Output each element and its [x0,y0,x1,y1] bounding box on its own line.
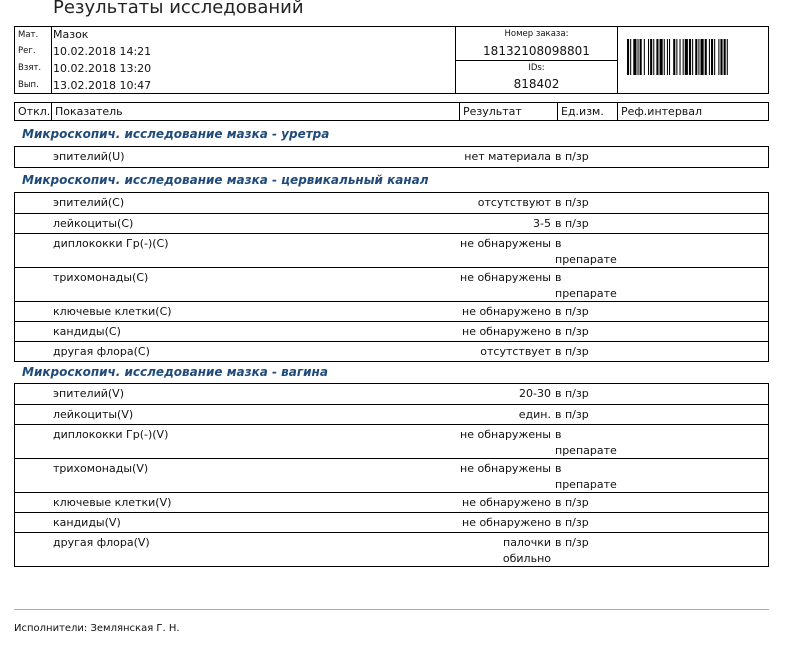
header-labels [15,27,52,93]
indicator-name: эпителий(C) [53,196,125,209]
barcode-bar [692,39,693,75]
result-value: не обнаружены [460,428,551,441]
order-divider [456,60,617,61]
unit-value: в препарате [555,462,617,491]
barcode-bar [714,39,715,75]
barcode-bar [709,39,710,75]
unit-value: в препарате [555,428,617,457]
table-row [15,404,768,424]
barcode-image [627,39,759,75]
unit-value: в п/зр [555,408,589,421]
indicator-name: трихомонады(C) [53,271,149,284]
barcode-bar [705,39,707,75]
result-value: не обнаружены [460,462,551,475]
result-value: не обнаружено [462,496,551,509]
barcode-bar [673,39,675,75]
indicator-name: эпителий(V) [53,387,124,400]
result-value: отсутствует [480,345,551,358]
result-value: не обнаружено [462,325,551,338]
table-row [15,384,768,404]
barcode-bar [667,39,668,75]
barcode-bar [727,39,728,75]
column-header [14,102,769,121]
barcode-bar [664,39,665,75]
indicator-name: диплококки Гр(-)(V) [53,428,169,441]
result-value: един. [518,408,551,421]
table-row [15,532,768,566]
unit-value: в п/зр [555,325,589,338]
barcode-bar [683,39,684,75]
order-info [456,27,618,93]
barcode-bar [633,39,636,75]
unit-value: в препарате [555,271,617,300]
unit-value: в п/зр [555,345,589,358]
results-table-urethra [14,146,769,168]
table-row [15,267,768,301]
patient-info [15,27,456,93]
col-reference: Реф.интервал [617,103,768,120]
col-deviation: Откл. [18,105,51,118]
col-indicator: Показатель [51,103,459,120]
table-row [15,424,768,458]
barcode-bar [653,39,654,75]
col-unit: Ед.изм. [557,103,617,120]
unit-value: в п/зр [555,516,589,529]
done-value: 13.02.2018 10:47 [53,79,152,92]
barcode-bar [660,39,663,75]
section-title-cervical: Микроскопич. исследование мазка - цервикальный канал [22,173,429,187]
barcode-bar [648,39,649,75]
section-title-vagina: Микроскопич. исследование мазка - вагина [22,365,328,379]
results-table-cervical [14,192,769,362]
unit-value: в п/зр [555,150,589,163]
barcode-bar [676,39,677,75]
result-value: не обнаружены [460,237,551,250]
table-row [15,301,768,321]
page-title: Результаты исследований [53,0,304,18]
indicator-name: эпителий(U) [53,150,125,163]
unit-value: в п/зр [555,387,589,400]
barcode-bar [711,39,713,75]
indicator-name: лейкоциты(V) [53,408,134,421]
indicator-name: ключевые клетки(C) [53,305,172,318]
barcode-bar [680,39,681,75]
unit-value: в п/зр [555,196,589,209]
indicator-name: трихомонады(V) [53,462,149,475]
indicator-name: другая флора(C) [53,345,150,358]
barcode-bar [701,39,704,75]
barcode-bar [630,39,631,75]
result-value: палочки обильно [502,536,551,565]
barcode-bar [627,39,629,75]
unit-value: в препарате [555,237,617,266]
results-table-vagina [14,383,769,567]
section-title-urethra: Микроскопич. исследование мазка - уретра [22,127,330,141]
barcode-bar [724,39,726,75]
result-value: не обнаружено [462,305,551,318]
table-row [15,213,768,233]
barcode-bar [638,39,639,75]
material-value: Мазок [53,28,89,41]
barcode-bar [698,39,699,75]
performers: Исполнители: Землянская Г. Н. [14,623,180,634]
order-header [14,26,769,94]
barcode-bar [689,39,691,75]
barcode-bar [685,39,688,75]
table-row [15,341,768,361]
result-value: отсутствуют [477,196,551,209]
registered-value: 10.02.2018 14:21 [53,45,152,58]
result-value: не обнаружено [462,516,551,529]
indicator-name: кандиды(V) [53,516,121,529]
ids-caption: IDs: [528,63,545,73]
barcode-bar [720,39,722,75]
col-result: Результат [459,103,557,120]
unit-value: в п/зр [555,305,589,318]
indicator-name: лейкоциты(C) [53,217,134,230]
result-value: 20-30 [519,387,551,400]
unit-value: в п/зр [555,217,589,230]
indicator-name: другая флора(V) [53,536,150,549]
label-registered: Рег. [18,46,36,56]
barcode-bar [718,39,719,75]
result-value: нет материала [464,150,551,163]
indicator-name: кандиды(C) [53,325,121,338]
indicator-name: ключевые клетки(V) [53,496,172,509]
ids-value: 818402 [513,77,560,91]
result-value: 3-5 [533,217,551,230]
order-number-caption: Номер заказа: [504,29,569,39]
indicator-name: диплококки Гр(-)(C) [53,237,169,250]
table-row [15,492,768,512]
barcode-bar [669,39,670,75]
taken-value: 10.02.2018 13:20 [53,62,152,75]
table-row [15,233,768,267]
footer-divider [14,609,769,610]
barcode-bar [695,39,697,75]
table-row [15,147,768,167]
label-material: Мат. [18,30,39,40]
unit-value: в п/зр [555,496,589,509]
table-row [15,193,768,213]
unit-value: в п/зр [555,536,589,549]
barcode-bar [644,39,645,75]
order-number: 18132108098801 [483,44,590,58]
barcode-bar [656,39,658,75]
label-done: Вып. [18,80,39,90]
barcode-bar [640,39,642,75]
table-row [15,321,768,341]
table-row [15,458,768,492]
label-taken: Взят. [18,63,42,73]
result-value: не обнаружены [460,271,551,284]
table-row [15,512,768,532]
barcode-bar [650,39,652,75]
